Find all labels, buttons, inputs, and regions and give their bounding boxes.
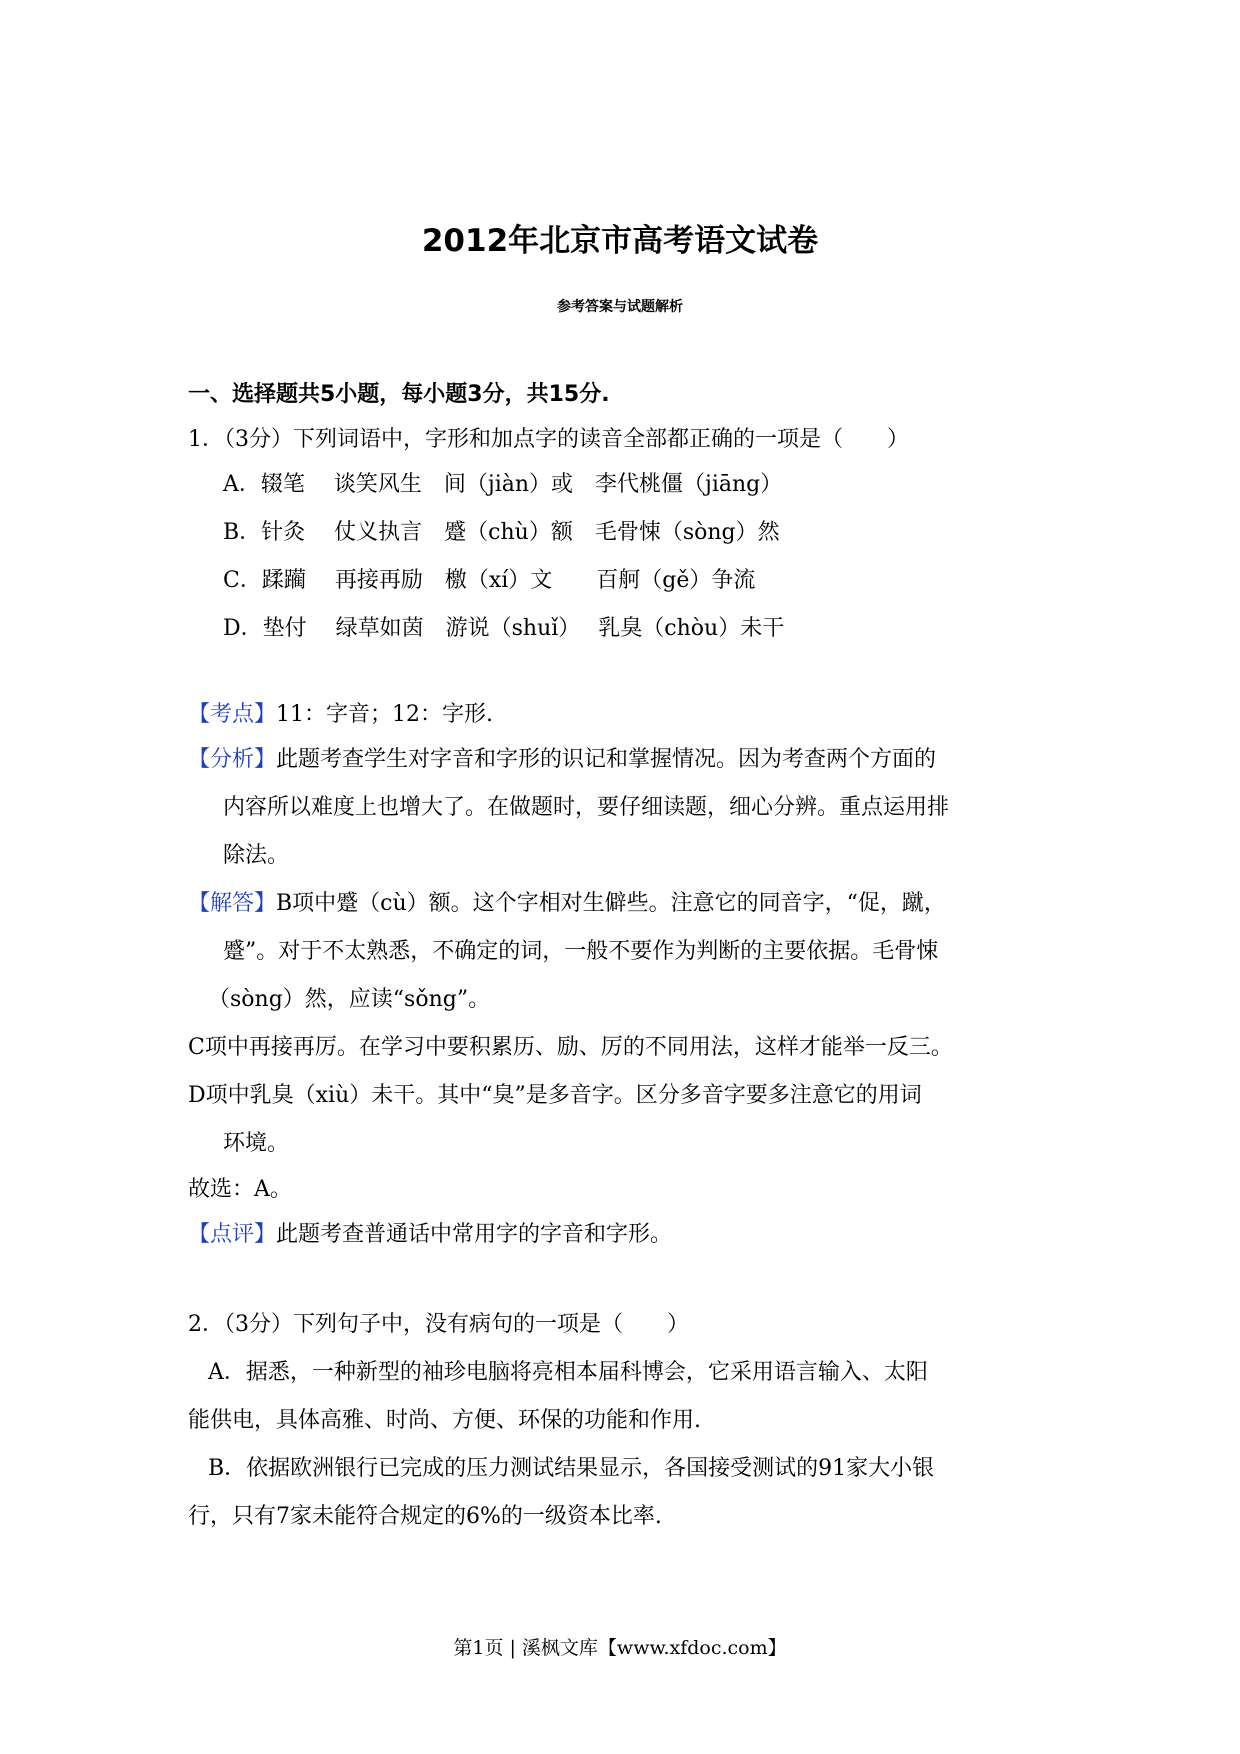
question-2-stem: 2．（3分）下列句子中，没有病句的一项是（ ） (188, 1312, 689, 1337)
fenxi-line: 内容所以难度上也增大了。在做题时，要仔细读题，细心分辨。重点运用排 (223, 795, 950, 820)
kaodian-text: 11：字音；12：字形. (276, 702, 493, 727)
dianping-tag: 【点评】 (188, 1222, 277, 1247)
jieda-d-line: 环境。 (223, 1131, 290, 1156)
question-1-stem: 1．（3分）下列词语中，字形和加点字的读音全部都正确的一项是（ ） (188, 427, 909, 452)
answer-line: 故选：A。 (188, 1177, 292, 1202)
question-2-option-b: B．依据欧洲银行已完成的压力测试结果显示，各国接受测试的91家大小银 (208, 1456, 935, 1481)
question-2-option-b-cont: 行，只有7家未能符合规定的6%的一级资本比率. (188, 1504, 662, 1529)
jieda-line: （sòng）然，应读“sǒng”。 (208, 987, 491, 1012)
jieda-tag: 【解答】 (188, 891, 277, 916)
fenxi-row (188, 745, 936, 775)
dianping-row (188, 1220, 672, 1250)
jieda-row (188, 889, 946, 919)
kaodian-tag: 【考点】 (188, 702, 277, 727)
fenxi-line: 除法。 (223, 843, 290, 868)
question-1-option-c: C．蹂躏 再接再励 檄（xí）文 百舸（gě）争流 (223, 568, 756, 593)
fenxi-tag: 【分析】 (188, 747, 277, 772)
jieda-line: 蹙”。对于不太熟悉，不确定的词，一般不要作为判断的主要依据。毛骨悚 (223, 939, 939, 964)
document-title: 2012年北京市高考语文试卷 (421, 223, 819, 259)
section-heading: 一、选择题共5小题，每小题3分，共15分. (188, 382, 610, 407)
document-subtitle: 参考答案与试题解析 (557, 299, 683, 315)
jieda-c-line: C项中再接再厉。在学习中要积累历、励、厉的不同用法，这样才能举一反三。 (188, 1035, 953, 1060)
jieda-line: B项中蹙（cù）额。这个字相对生僻些。注意它的同音字，“促，蹴， (276, 891, 946, 916)
question-1-option-d: D．垫付 绿草如茵 游说（shuǐ） 乳臭（chòu）未干 (223, 616, 785, 641)
kaodian-row (188, 700, 493, 730)
jieda-d-line: D项中乳臭（xiù）未干。其中“臭”是多音字。区分多音字要多注意它的用词 (188, 1083, 922, 1108)
question-2-option-a-cont: 能供电，具体高雅、时尚、方便、环保的功能和作用. (188, 1408, 701, 1433)
question-1-option-b: B．针灸 仗义执言 蹙（chù）额 毛骨悚（sòng）然 (223, 520, 780, 545)
dianping-text: 此题考查普通话中常用字的字音和字形。 (276, 1222, 673, 1247)
question-2-option-a: A．据悉，一种新型的袖珍电脑将亮相本届科博会，它采用语言输入、太阳 (208, 1360, 928, 1385)
page-footer: 第1页 | 溪枫文库【www.xfdoc.com】 (453, 1637, 787, 1659)
question-1-option-a: A．辍笔 谈笑风生 间（jiàn）或 李代桃僵（jiāng） (223, 472, 783, 497)
fenxi-line: 此题考查学生对字音和字形的识记和掌握情况。因为考查两个方面的 (276, 747, 937, 772)
